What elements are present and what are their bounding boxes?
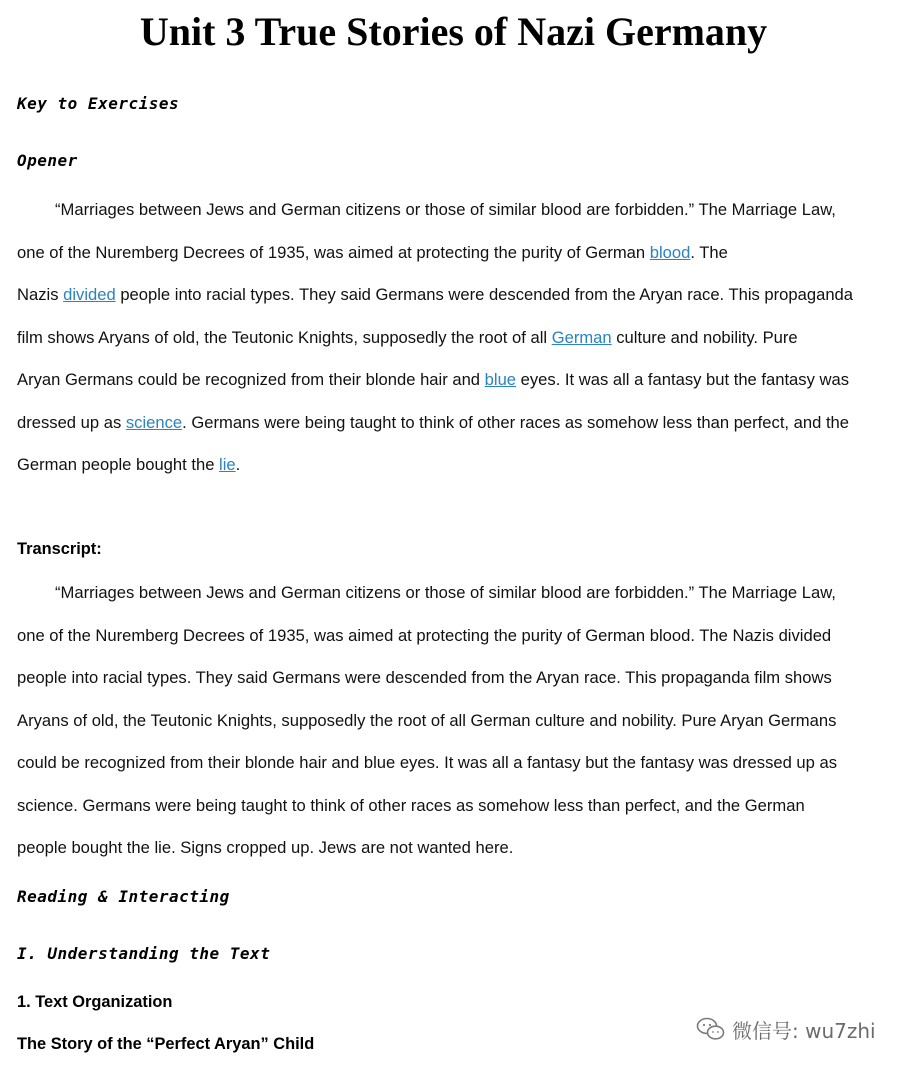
text-segment: Aryan Germans could be recognized from their blonde hair and [17, 370, 485, 389]
text-segment: “Marriages between Jews and German citizens or those of similar blood are forbidden.” The Marriage Law, [55, 583, 836, 602]
text-segment: eyes. It was all a fantasy but the fantasy was [516, 370, 850, 389]
paragraph-line [17, 284, 853, 306]
text-segment: culture and nobility. Pure [611, 327, 798, 347]
transcript-heading: Transcript: [17, 540, 102, 558]
key-exercises-heading: Key to Exercises [17, 94, 180, 113]
text-organization-heading: 1. Text Organization [17, 993, 173, 1011]
paragraph-line [17, 242, 728, 264]
reading-interacting-heading: Reading & Interacting [17, 887, 230, 906]
glossary-link[interactable]: science [125, 412, 183, 432]
text-segment: . [235, 455, 241, 474]
glossary-link[interactable]: blue [484, 370, 517, 389]
glossary-link[interactable]: lie [219, 455, 236, 474]
text-segment: film shows Aryans of old, the Teutonic Knights, supposedly the root of all [17, 327, 552, 347]
opener-heading: Opener [17, 151, 78, 170]
paragraph-line [17, 369, 849, 391]
glossary-link[interactable]: divided [63, 285, 116, 304]
text-segment: . Germans were being taught to think of other races as somehow less than perfect, and the [182, 412, 850, 432]
glossary-link[interactable]: German [551, 327, 612, 347]
text-segment: one of the Nuremberg Decrees of 1935, was aimed at protecting the purity of German blood. The Nazis divided [17, 625, 832, 645]
story-heading: The Story of the “Perfect Aryan” Child [17, 1035, 315, 1053]
paragraph-line [17, 412, 849, 434]
glossary-link[interactable]: blood [649, 242, 691, 262]
paragraph-line [17, 837, 513, 859]
text-segment: could be recognized from their blonde hair and blue eyes. It was all a fantasy but the fantasy was dressed up as [17, 753, 838, 772]
understanding-text-heading: I. Understanding the Text [17, 944, 271, 963]
text-segment: people into racial types. They said Germans were descended from the Aryan race. This propaganda [115, 285, 854, 304]
paragraph-line [55, 199, 836, 221]
text-segment: Nazis [17, 285, 64, 304]
paragraph-line [17, 327, 798, 349]
wechat-watermark [696, 1013, 876, 1045]
text-segment: “Marriages between Jews and German citizens or those of similar blood are forbidden.” The Marriage Law, [55, 200, 836, 219]
paragraph-line [17, 710, 836, 732]
paragraph-line [17, 667, 832, 689]
paragraph-line [17, 625, 831, 647]
paragraph-line [17, 752, 837, 774]
wechat-icon [696, 1016, 726, 1042]
text-segment: Aryans of old, the Teutonic Knights, supposedly the root of all German culture and nobility. Pure Aryan Germans [17, 710, 837, 730]
text-segment: . The [690, 242, 728, 262]
text-segment: people bought the lie. Signs cropped up. Jews are not wanted here. [17, 838, 514, 857]
paragraph-line [17, 454, 240, 476]
text-segment: one of the Nuremberg Decrees of 1935, was aimed at protecting the purity of German [17, 242, 650, 262]
text-segment: dressed up as [17, 412, 126, 432]
paragraph-line [17, 795, 805, 817]
text-segment: German people bought the [17, 455, 220, 474]
page-title: Unit 3 True Stories of Nazi Germany [139, 9, 768, 54]
text-segment: people into racial types. They said Germans were descended from the Aryan race. This propaganda film shows [17, 668, 832, 687]
text-segment: science. Germans were being taught to think of other races as somehow less than perfect, and the German [17, 795, 805, 815]
watermark-text: 微信号: wu7zhi [732, 1018, 876, 1043]
paragraph-line [55, 582, 836, 604]
